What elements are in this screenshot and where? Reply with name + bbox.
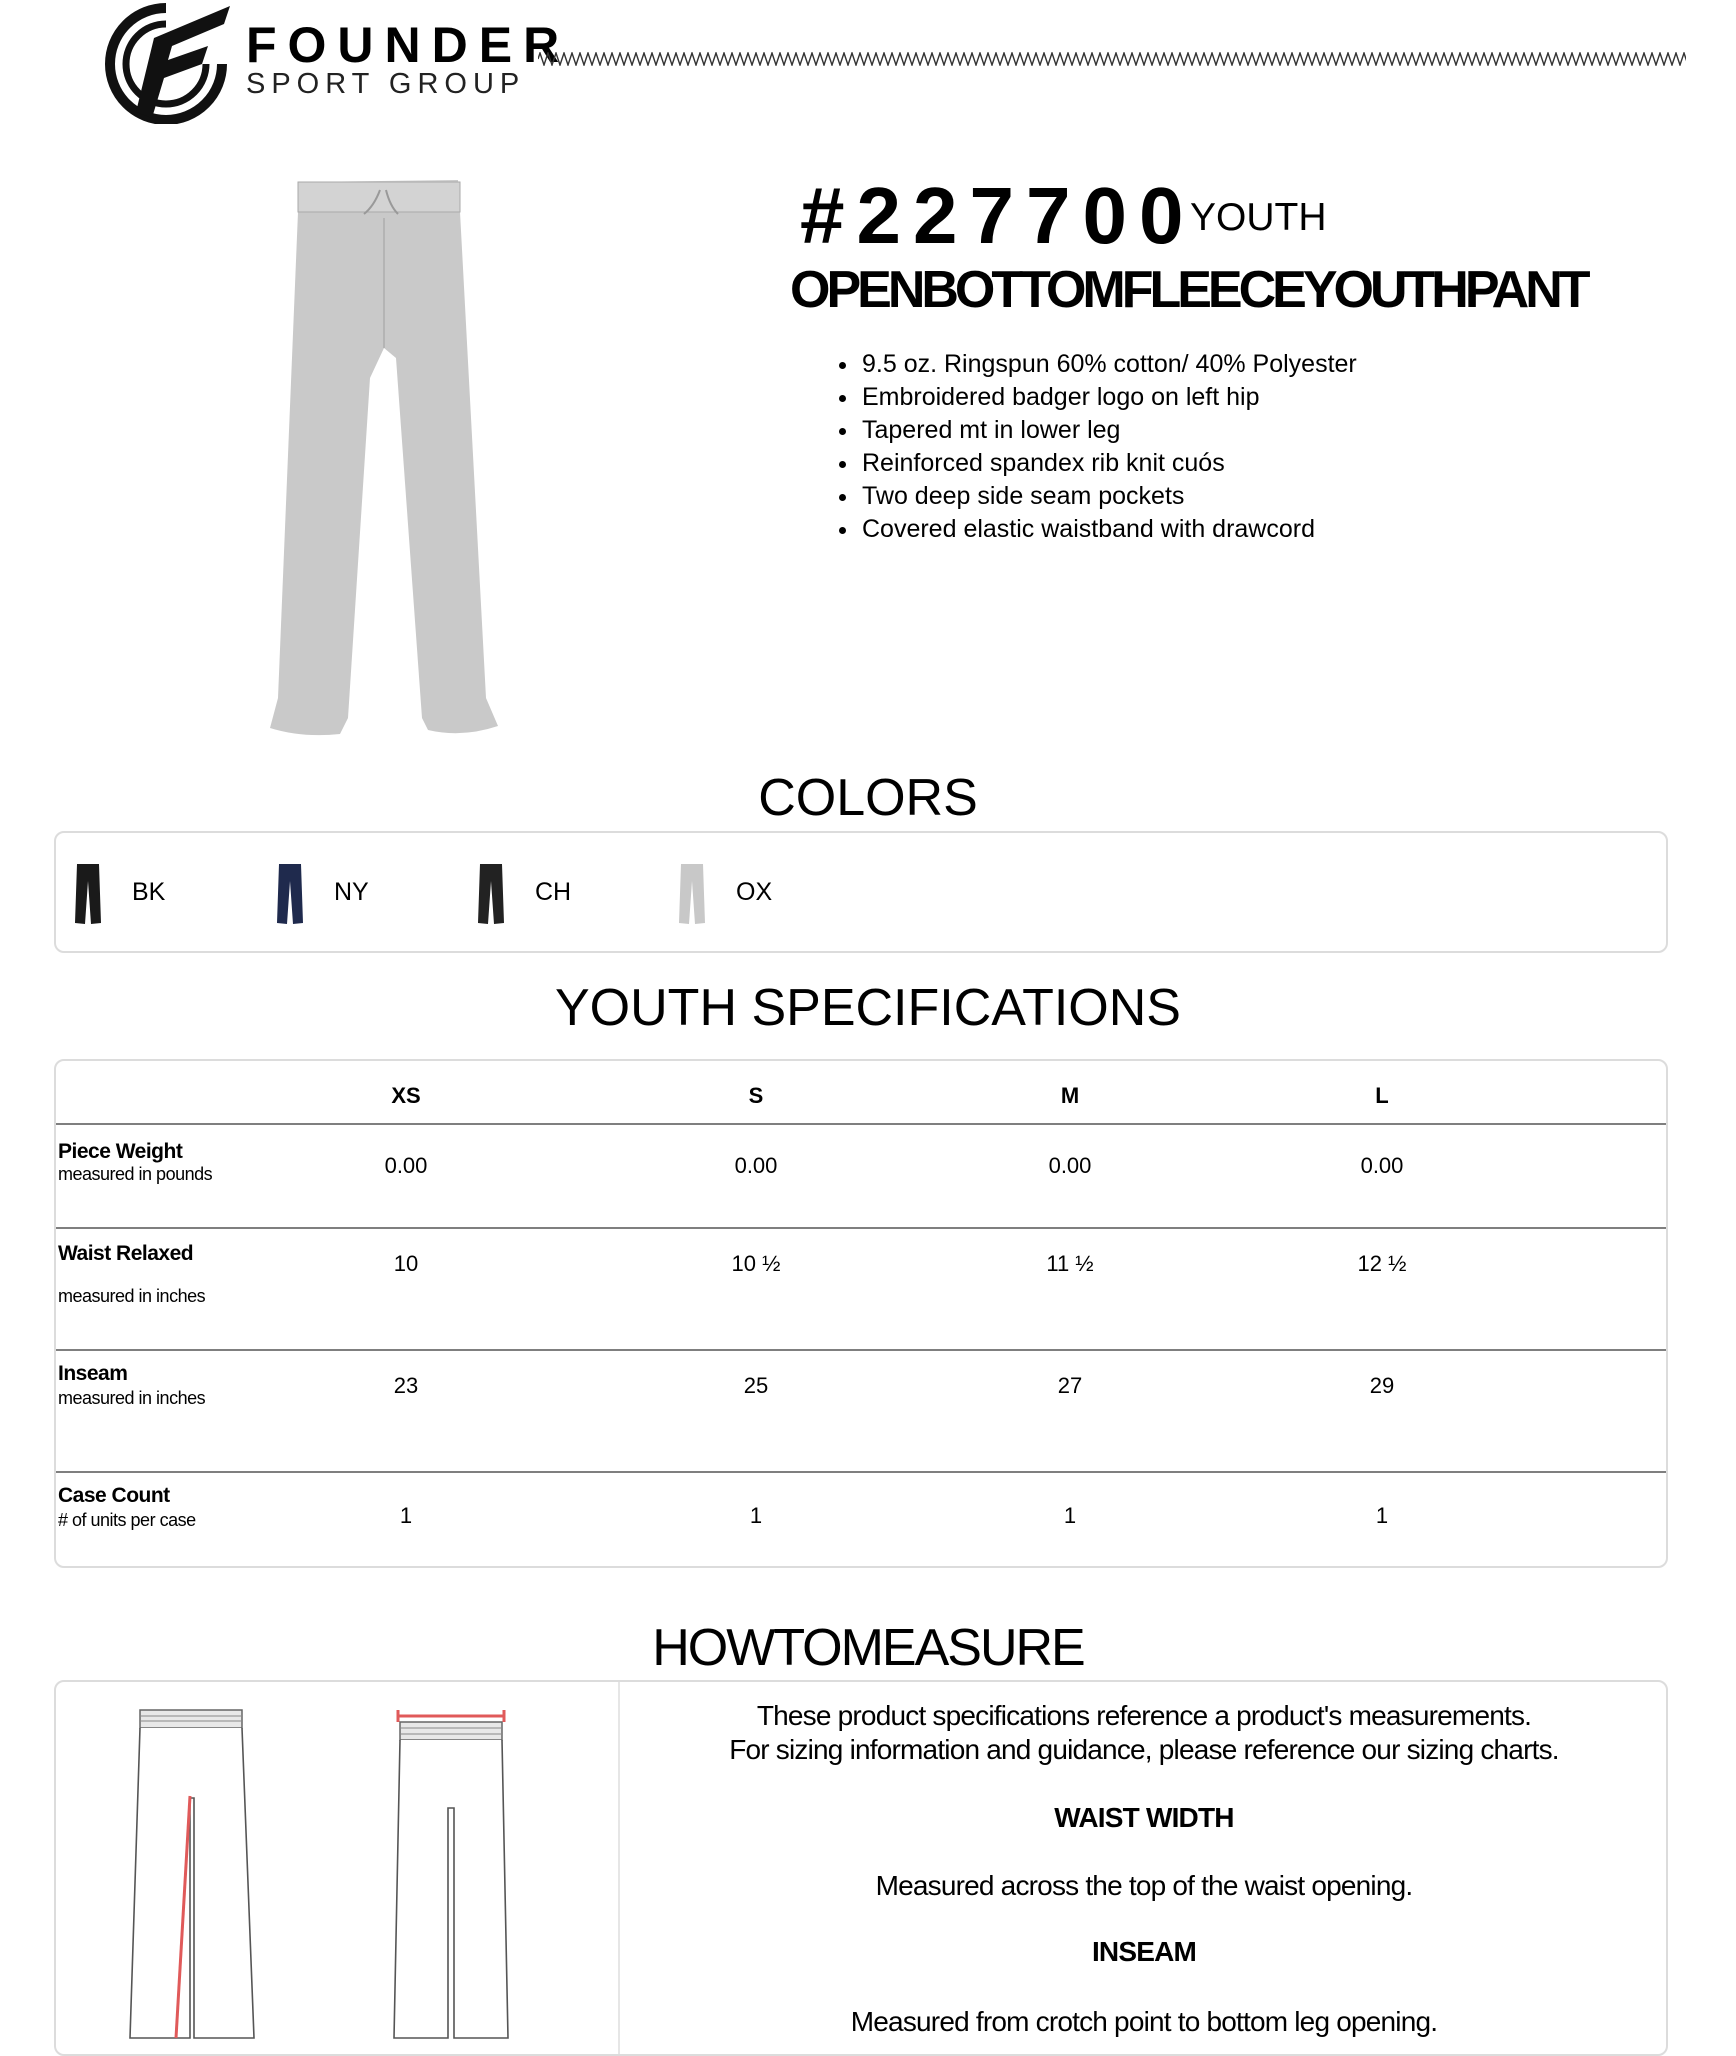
spec-cell: 0.00 — [734, 1153, 778, 1178]
inseam-diagram-icon — [126, 1708, 256, 2048]
spec-cell: 27 — [1057, 1373, 1083, 1398]
inseam-heading: INSEAM — [1091, 1936, 1197, 1967]
spec-cell: 11 ½ — [1046, 1251, 1094, 1276]
waist-diagram-icon — [386, 1708, 516, 2048]
founder-logo-icon — [96, 0, 236, 124]
feature-item: • Embroidered badger logo on left hip — [860, 381, 1357, 414]
feature-item: • Reinforced spandex rib knit cuós — [860, 447, 1357, 480]
spec-row-label: Inseam — [58, 1362, 128, 1385]
inseam-description: Measured from crotch point to bottom leg opening. — [850, 2006, 1438, 2037]
spec-cell: 0.00 — [1048, 1153, 1092, 1178]
spec-cell: 0.00 — [384, 1153, 428, 1178]
product-name: OPENBOTTOMFLEECEYOUTHPANT — [790, 261, 1587, 319]
size-header: L — [1375, 1083, 1389, 1108]
spec-row-label: Waist Relaxed — [58, 1242, 194, 1265]
spec-cell: 29 — [1369, 1373, 1395, 1398]
spec-cell: 10 — [393, 1251, 419, 1276]
style-number: #227700 — [800, 171, 1196, 260]
spec-row-unit: # of units per case — [58, 1510, 196, 1530]
spec-row-label: Case Count — [58, 1484, 170, 1507]
size-header: S — [748, 1083, 764, 1108]
row-divider — [56, 1349, 1666, 1351]
colors-panel — [54, 831, 1668, 953]
color-swatch-ox — [678, 863, 1008, 927]
waist-heading: WAIST WIDTH — [1054, 1802, 1234, 1833]
row-divider — [56, 1227, 1666, 1229]
brand-subtitle: SPORT GROUP — [246, 68, 526, 100]
pant-swatch-icon — [477, 863, 505, 925]
measure-panel — [54, 1680, 1668, 2056]
spec-row-label: Piece Weight — [58, 1140, 183, 1163]
color-code: NY — [334, 878, 369, 906]
spec-row-unit: measured in inches — [58, 1388, 206, 1408]
pant-swatch-icon — [74, 863, 102, 925]
size-header: M — [1060, 1083, 1080, 1108]
spec-cell: 0.00 — [1360, 1153, 1404, 1178]
spec-cell: 23 — [393, 1373, 419, 1398]
spec-cell: 1 — [1063, 1503, 1077, 1528]
feature-item: • Covered elastic waistband with drawcord — [860, 513, 1357, 546]
color-code: BK — [132, 878, 166, 906]
spec-cell: 1 — [749, 1503, 763, 1528]
spec-table — [54, 1059, 1668, 1568]
spec-cell: 12 ½ — [1357, 1251, 1407, 1276]
pant-swatch-icon — [276, 863, 304, 925]
row-divider — [56, 1471, 1666, 1473]
measure-intro-line2: For sizing information and guidance, please reference our sizing charts. — [729, 1734, 1559, 1765]
measure-title: HOWTOMEASURE — [652, 1619, 1084, 1677]
spec-row-unit: measured in pounds — [58, 1164, 213, 1184]
feature-item: • 9.5 oz. Ringspun 60% cotton/ 40% Polyester — [860, 348, 1357, 381]
colors-title: COLORS — [758, 769, 978, 827]
style-category: YOUTH — [1190, 196, 1327, 239]
feature-item: • Tapered mt in lower leg — [860, 414, 1357, 447]
brand-name: FOUNDER — [246, 17, 571, 73]
row-divider — [56, 1123, 1666, 1125]
product-photo — [262, 178, 512, 740]
spec-cell: 1 — [1375, 1503, 1389, 1528]
spec-row-unit: measured in inches — [58, 1286, 206, 1306]
color-code: CH — [535, 878, 572, 906]
spec-cell: 25 — [743, 1373, 769, 1398]
measure-divider — [618, 1682, 620, 2054]
feature-item: • Two deep side seam pockets — [860, 480, 1357, 513]
specs-title: YOUTH SPECIFICATIONS — [555, 979, 1181, 1037]
feature-list — [838, 348, 1357, 546]
zigzag-divider — [538, 52, 1686, 66]
pant-swatch-icon — [678, 863, 706, 925]
size-header: XS — [391, 1083, 421, 1108]
spec-cell: 10 ½ — [731, 1251, 781, 1276]
spec-cell: 1 — [399, 1503, 413, 1528]
measure-intro-line1: These product specifications reference a product's measurements. — [756, 1700, 1532, 1731]
color-code: OX — [736, 878, 773, 906]
waist-description: Measured across the top of the waist opening. — [875, 1870, 1413, 1901]
